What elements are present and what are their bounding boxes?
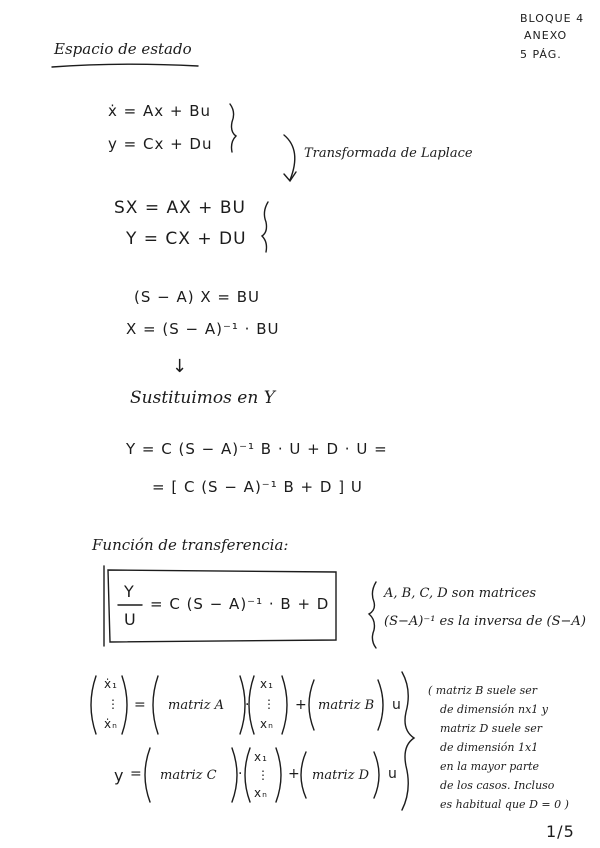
page-title: Espacio de estado [54,40,192,58]
output-equation-1: y = Cx + Du [108,135,213,153]
matrix-c-label: matriz C [160,768,217,783]
plus-sign: + [295,697,308,713]
brace-matrix-system [402,672,414,810]
dot-operator-2: · [238,766,244,782]
matrix-d-label: matriz D [312,768,370,783]
vdots-state: ⋮ [263,697,276,711]
vdots: ⋮ [107,697,120,711]
side-note-line: de los casos. Incluso [440,779,555,792]
side-note-line: ( matriz B suele ser [428,684,538,697]
matrix-a-label: matriz A [168,698,225,713]
laplace-note: Transformada de Laplace [304,146,473,161]
plus-sign-2: + [288,766,301,782]
matrices-note: A, B, C, D son matrices [384,586,537,601]
laplace-arrow [284,135,295,180]
transfer-heading: Función de transferencia: [92,536,289,554]
laplace-output-equation: Y = CX + DU [126,229,247,249]
x1: x₁ [260,677,274,691]
side-note-line: en la mayor parte [440,760,540,773]
input-u-2: u [388,766,398,782]
xn-dot: ẋₙ [104,717,118,731]
factored-equation: = [ C (S − A)⁻¹ B + D ] U [152,478,363,496]
xn: xₙ [260,717,274,731]
matrix-b-label: matriz B [318,698,375,713]
equals-sign-2: = [130,766,143,782]
title-underline [52,64,198,67]
side-note-line: de dimensión 1x1 [440,741,539,754]
down-arrow-icon: ↓ [172,356,189,377]
vdots-row2: ⋮ [257,768,270,782]
equals-sign: = [134,697,147,713]
page-count-label: 5 PÁG. [520,48,562,61]
substitute-note: Sustituimos en Y [130,388,275,408]
input-u: u [392,697,402,713]
side-note-line: matriz D suele ser [440,722,542,735]
output-y: y [114,766,125,785]
xn-row2: xₙ [254,786,268,800]
substitution-equation: Y = C (S − A)⁻¹ B · U + D · U = [126,440,388,458]
transfer-denominator: U [124,610,137,629]
side-note-line: es habitual que D = 0 ) [440,798,569,811]
x1-row2: x₁ [254,750,268,764]
transfer-function: = C (S − A)⁻¹ · B + D [150,595,330,613]
solve-equation-1: (S − A) X = BU [134,288,261,306]
brace-notes [369,582,376,648]
side-note-line: de dimensión nx1 y [440,703,548,716]
annex-label: ANEXO [524,29,568,42]
brace-laplace-eq [262,202,268,252]
page-number: 1/5 [546,822,575,841]
transfer-numerator: Y [124,582,135,601]
state-equation-1: ẋ = Ax + Bu [108,102,212,120]
brace-state-eq [230,104,236,152]
x1-dot: ẋ₁ [104,677,118,691]
dot-operator: · [245,697,251,713]
block-label: BLOQUE 4 [520,12,585,25]
inverse-note: (S−A)⁻¹ es la inversa de (S−A) [384,614,586,629]
solve-equation-2: X = (S − A)⁻¹ · BU [126,320,280,338]
laplace-state-equation: SX = AX + BU [114,198,246,218]
